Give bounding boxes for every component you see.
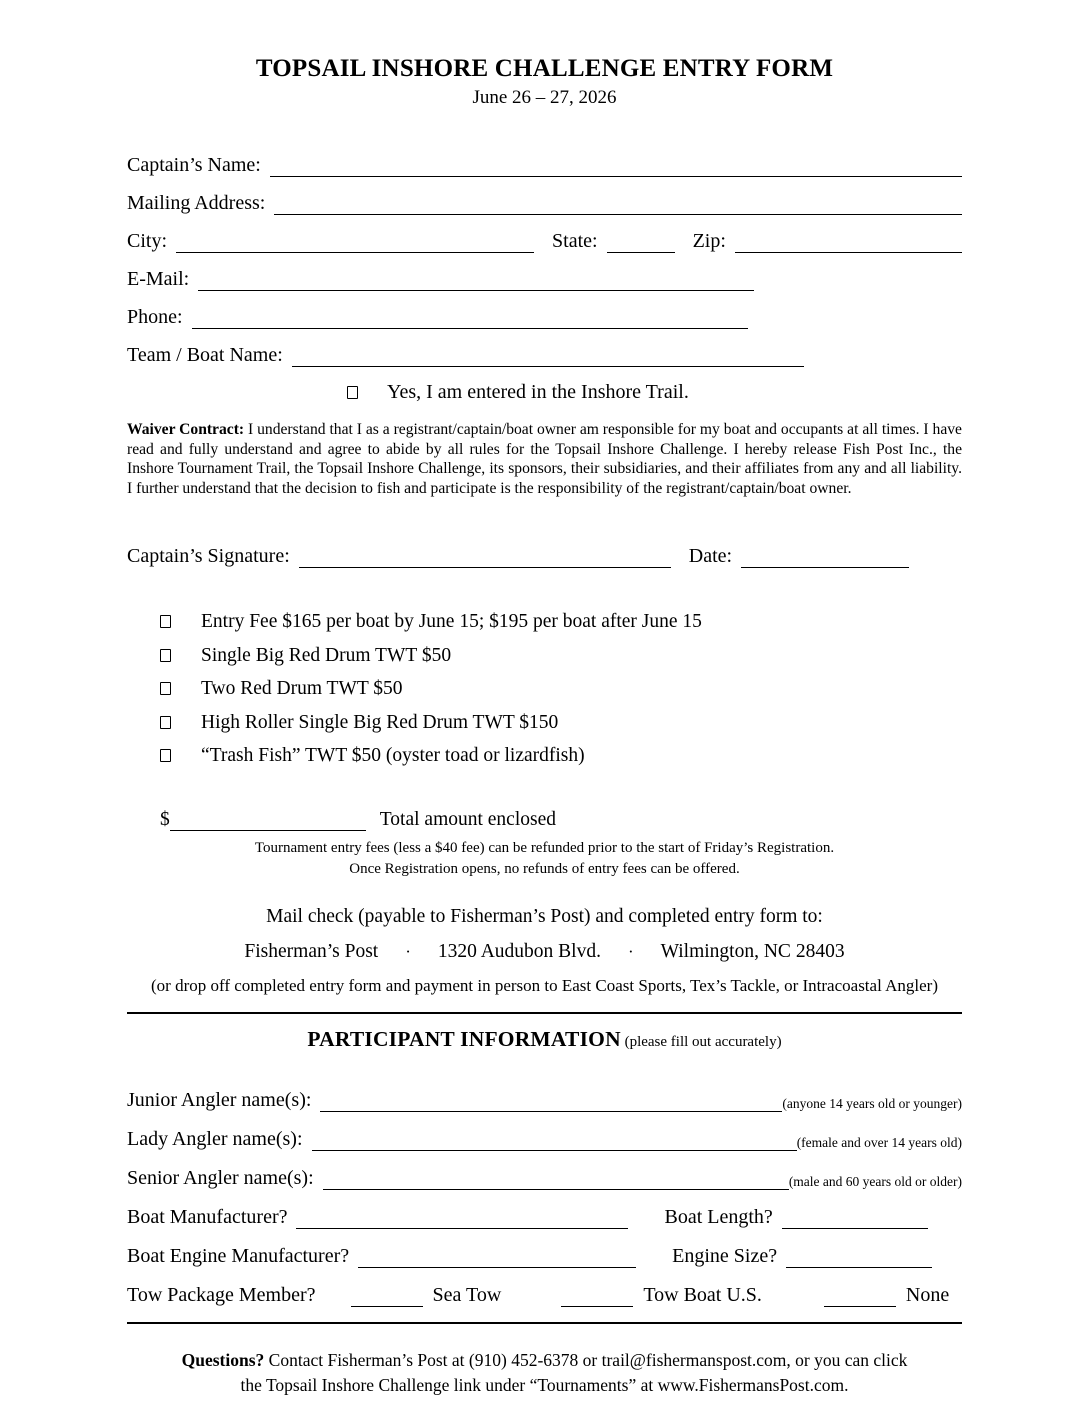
mail-city-state-zip: Wilmington, NC 28403 bbox=[660, 941, 845, 963]
total-row bbox=[127, 807, 962, 831]
city-label: City: bbox=[127, 230, 168, 252]
mail-recipient: Fisherman’s Post bbox=[244, 941, 379, 963]
two-red-drum-checkbox[interactable] bbox=[160, 682, 171, 695]
mail-instruction: Mail check (payable to Fisherman’s Post) and completed entry form to: bbox=[266, 906, 823, 928]
boat-length-input[interactable] bbox=[782, 1205, 928, 1229]
tow-package-row bbox=[127, 1283, 962, 1307]
two-red-drum-label: Two Red Drum TWT $50 bbox=[201, 678, 403, 700]
state-input[interactable] bbox=[607, 229, 675, 253]
page-title: TOPSAIL INSHORE CHALLENGE ENTRY FORM bbox=[255, 55, 834, 82]
separator-dot: · bbox=[627, 942, 634, 962]
engine-manufacturer-row bbox=[127, 1244, 962, 1268]
mail-street: 1320 Audubon Blvd. bbox=[437, 941, 601, 963]
inshore-trail-label: Yes, I am entered in the Inshore Trail. bbox=[387, 381, 689, 403]
participant-info-heading bbox=[127, 1027, 962, 1052]
boat-manufacturer-label: Boat Manufacturer? bbox=[127, 1206, 288, 1229]
tow-boat-us-label: Tow Boat U.S. bbox=[643, 1284, 762, 1307]
lady-angler-note: (female and over 14 years old) bbox=[796, 1135, 962, 1151]
dropoff-note: (or drop off completed entry form and payment in person to East Coast Sports, Tex’s Tackle, or Intracoastal Angler) bbox=[151, 976, 938, 996]
tow-boat-us-input[interactable] bbox=[561, 1283, 633, 1307]
questions-text-line1: Contact Fisherman’s Post at (910) 452-6378 or trail@fishermanspost.com, or you can click bbox=[268, 1350, 908, 1371]
date-input[interactable] bbox=[741, 544, 909, 568]
phone-label: Phone: bbox=[127, 306, 183, 328]
waiver-heading: Waiver Contract: bbox=[127, 421, 245, 438]
participant-info-section bbox=[127, 1088, 962, 1307]
total-amount-input[interactable] bbox=[170, 807, 366, 831]
junior-angler-note: (anyone 14 years old or younger) bbox=[782, 1096, 962, 1112]
high-roller-checkbox[interactable] bbox=[160, 716, 171, 729]
signature-input[interactable] bbox=[299, 544, 671, 568]
inshore-trail-row bbox=[127, 381, 962, 404]
contact-section bbox=[127, 153, 962, 367]
fee-option-single-big-red-drum bbox=[160, 644, 962, 667]
captains-name-label: Captain’s Name: bbox=[127, 154, 261, 176]
email-label: E-Mail: bbox=[127, 268, 190, 290]
email-row bbox=[127, 267, 962, 291]
signature-row bbox=[127, 544, 962, 568]
mailing-address-row bbox=[127, 191, 962, 215]
senior-angler-row bbox=[127, 1166, 962, 1190]
refund-note-line1: Tournament entry fees (less a $40 fee) can be refunded prior to the start of Friday’s Registration. bbox=[254, 840, 835, 857]
mailing-address-input[interactable] bbox=[274, 191, 962, 215]
engine-size-label: Engine Size? bbox=[672, 1245, 778, 1268]
fee-option-two-red-drum bbox=[160, 677, 962, 700]
trash-fish-label: “Trash Fish” TWT $50 (oyster toad or lizardfish) bbox=[201, 745, 585, 767]
refund-note bbox=[127, 838, 962, 880]
event-dates: June 26 – 27, 2026 bbox=[472, 87, 617, 108]
engine-manufacturer-input[interactable] bbox=[358, 1244, 636, 1268]
trash-fish-checkbox[interactable] bbox=[160, 749, 171, 762]
boat-manufacturer-row bbox=[127, 1205, 962, 1229]
footer-line2: the Topsail Inshore Challenge link under “Tournaments” at www.FishermansPost.com. bbox=[240, 1374, 849, 1395]
engine-size-input[interactable] bbox=[786, 1244, 932, 1268]
engine-manufacturer-label: Boat Engine Manufacturer? bbox=[127, 1245, 350, 1268]
team-boat-label: Team / Boat Name: bbox=[127, 344, 283, 366]
junior-angler-label: Junior Angler name(s): bbox=[127, 1089, 312, 1112]
tow-package-label: Tow Package Member? bbox=[127, 1284, 316, 1307]
currency-symbol: $ bbox=[160, 809, 170, 831]
participant-info-note: (please fill out accurately) bbox=[624, 1034, 782, 1051]
footer-divider bbox=[127, 1322, 962, 1324]
zip-label: Zip: bbox=[692, 230, 726, 252]
team-boat-row bbox=[127, 343, 962, 367]
waiver-contract bbox=[127, 420, 962, 498]
fee-options-section bbox=[127, 610, 962, 767]
footer-line1 bbox=[127, 1348, 962, 1373]
section-divider bbox=[127, 1012, 962, 1014]
mail-address bbox=[127, 941, 962, 963]
signature-label: Captain’s Signature: bbox=[127, 545, 290, 568]
sea-tow-input[interactable] bbox=[351, 1283, 423, 1307]
fee-option-entry-fee bbox=[160, 610, 962, 633]
total-label: Total amount enclosed bbox=[379, 809, 557, 831]
senior-angler-input[interactable] bbox=[323, 1166, 789, 1190]
entry-fee-label: Entry Fee $165 per boat by June 15; $195 per boat after June 15 bbox=[201, 611, 702, 633]
date-label: Date: bbox=[688, 545, 733, 568]
senior-angler-note: (male and 60 years old or older) bbox=[788, 1174, 962, 1190]
refund-note-line2: Once Registration opens, no refunds of entry fees can be offered. bbox=[349, 861, 740, 878]
team-boat-input[interactable] bbox=[292, 343, 804, 367]
lady-angler-input[interactable] bbox=[312, 1127, 797, 1151]
high-roller-label: High Roller Single Big Red Drum TWT $150 bbox=[201, 711, 559, 733]
junior-angler-row bbox=[127, 1088, 962, 1112]
sea-tow-label: Sea Tow bbox=[432, 1284, 502, 1307]
mailing-address-label: Mailing Address: bbox=[127, 192, 266, 214]
single-big-red-drum-label: Single Big Red Drum TWT $50 bbox=[201, 644, 452, 666]
none-input[interactable] bbox=[824, 1283, 896, 1307]
participant-info-title: PARTICIPANT INFORMATION bbox=[307, 1027, 621, 1052]
entry-fee-checkbox[interactable] bbox=[160, 615, 171, 628]
city-input[interactable] bbox=[176, 229, 534, 253]
junior-angler-input[interactable] bbox=[320, 1088, 782, 1112]
footer-questions bbox=[127, 1348, 962, 1397]
phone-row bbox=[127, 305, 962, 329]
senior-angler-label: Senior Angler name(s): bbox=[127, 1167, 314, 1190]
captains-name-input[interactable] bbox=[270, 153, 962, 177]
captains-name-row bbox=[127, 153, 962, 177]
none-label: None bbox=[905, 1284, 950, 1307]
questions-heading: Questions? bbox=[181, 1350, 265, 1371]
boat-manufacturer-input[interactable] bbox=[296, 1205, 628, 1229]
boat-length-label: Boat Length? bbox=[664, 1206, 773, 1229]
fee-option-high-roller bbox=[160, 711, 962, 734]
lady-angler-label: Lady Angler name(s): bbox=[127, 1128, 303, 1151]
inshore-trail-checkbox[interactable] bbox=[347, 386, 358, 399]
waiver-body: I understand that I as a registrant/captain/boat owner am responsible for my boat and occupants at all times. I have read and fully understand and agree to abide by all rules for the Topsail Inshore Challenge. I hereby release Fish Post Inc., the Inshore Tournament Trail, the Topsail Inshore Challenge, its sponsors, their subsidiaries, and their affiliates from any and all liability. I further understand that the decision to fish and participate is the responsibility of the registrant/captain/boat owner. bbox=[127, 421, 962, 497]
fee-option-trash-fish bbox=[160, 744, 962, 767]
zip-input[interactable] bbox=[735, 229, 962, 253]
single-big-red-drum-checkbox[interactable] bbox=[160, 649, 171, 662]
city-state-zip-row bbox=[127, 229, 962, 253]
email-input[interactable] bbox=[198, 267, 754, 291]
separator-dot: · bbox=[405, 942, 411, 962]
state-label: State: bbox=[552, 230, 598, 252]
phone-input[interactable] bbox=[192, 305, 748, 329]
lady-angler-row bbox=[127, 1127, 962, 1151]
